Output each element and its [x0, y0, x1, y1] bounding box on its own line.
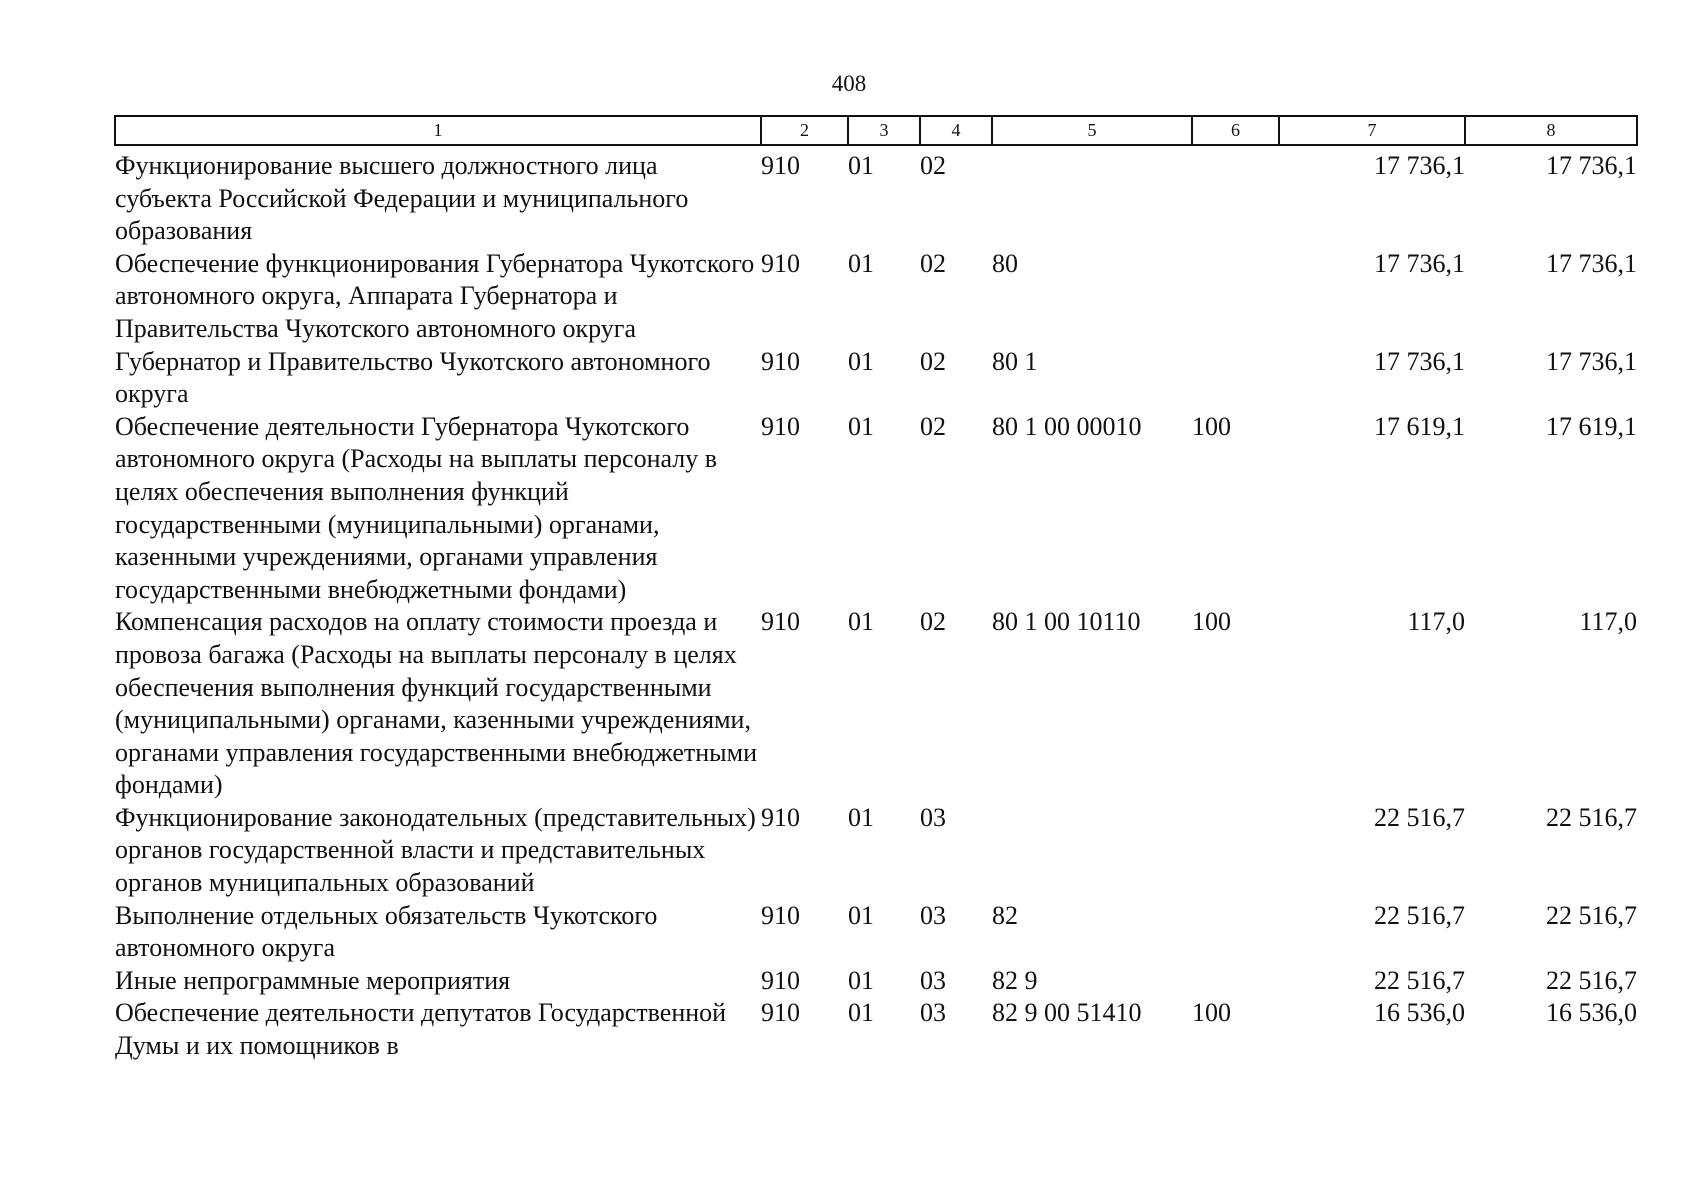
row-expense-type: [1192, 145, 1279, 248]
header-cell-5: 5: [992, 116, 1192, 145]
row-section-code: 01: [848, 607, 874, 637]
row-expense-type: [1192, 900, 1279, 965]
row-target-code: 80: [992, 248, 1018, 278]
row-subsection-code: 02: [920, 346, 946, 376]
row-name: Функционирование законодательных (представительных) органов государственной власти и представительных органов муниципальных образований: [115, 802, 756, 898]
row-section-code: 01: [848, 151, 874, 180]
row-amount-1: 17 736,1: [1374, 248, 1465, 278]
row-amount-1: 17 736,1: [1374, 151, 1465, 180]
row-subsection-code: 03: [920, 900, 946, 930]
row-subsection-code: 02: [920, 151, 946, 180]
row-name: Губернатор и Правительство Чукотского автономного округа: [115, 346, 711, 409]
page-number: 408: [831, 71, 867, 96]
row-section-code: 01: [848, 248, 874, 278]
row-name: Функционирование высшего должностного лица субъекта Российской Федерации и муниципального образования: [115, 151, 689, 246]
row-amount-2: 22 516,7: [1546, 900, 1637, 930]
row-amount-1: 22 516,7: [1374, 965, 1465, 995]
header-cell-7: 7: [1279, 116, 1465, 145]
row-amount-1: 17 736,1: [1374, 346, 1465, 376]
row-target-code: [992, 802, 1192, 900]
row-ministry-code: 910: [761, 998, 800, 1028]
row-subsection-code: 03: [920, 802, 946, 832]
row-section-code: 01: [848, 411, 874, 441]
table-row: [115, 145, 1637, 248]
table-row: [115, 346, 1637, 411]
row-amount-1: 22 516,7: [1374, 900, 1465, 930]
table-row: [115, 248, 1637, 346]
row-amount-2: 17 736,1: [1546, 346, 1637, 376]
row-target-code: 80 1: [992, 346, 1038, 376]
header-cell-8: 8: [1465, 116, 1637, 145]
row-target-code: 82 9 00 51410: [992, 998, 1142, 1028]
row-ministry-code: 910: [761, 802, 800, 832]
row-amount-2: 22 516,7: [1546, 802, 1637, 832]
row-name: Выполнение отдельных обязательств Чукотского автономного округа: [115, 900, 658, 963]
row-amount-2: 17 736,1: [1546, 151, 1637, 180]
row-target-code: 80 1 00 10110: [992, 607, 1141, 637]
row-expense-type: 100: [1192, 998, 1231, 1028]
row-subsection-code: 02: [920, 411, 946, 441]
row-expense-type: [1192, 346, 1279, 411]
table-row: [115, 965, 1637, 998]
row-subsection-code: 03: [920, 998, 946, 1028]
row-expense-type: [1192, 248, 1279, 346]
row-ministry-code: 910: [761, 346, 800, 376]
row-section-code: 01: [848, 965, 874, 995]
row-expense-type: [1192, 802, 1279, 900]
row-subsection-code: 03: [920, 965, 946, 995]
row-target-code: 82: [992, 900, 1018, 930]
row-target-code: 82 9: [992, 965, 1038, 995]
row-expense-type: 100: [1192, 607, 1231, 637]
row-ministry-code: 910: [761, 900, 800, 930]
row-section-code: 01: [848, 346, 874, 376]
row-amount-2: 22 516,7: [1546, 965, 1637, 995]
row-ministry-code: 910: [761, 411, 800, 441]
table-row: [115, 411, 1637, 607]
header-row: [115, 116, 1637, 145]
row-expense-type: 100: [1192, 411, 1231, 441]
row-amount-2: 16 536,0: [1546, 998, 1637, 1028]
row-amount-2: 117,0: [1579, 607, 1637, 637]
header-cell-2: 2: [761, 116, 848, 145]
header-cell-4: 4: [920, 116, 992, 145]
row-name: Обеспечение функционирования Губернатора Чукотского автономного округа, Аппарата Губернатора и Правительства Чукотского автономного округа: [115, 248, 755, 343]
row-name: Компенсация расходов на оплату стоимости проезда и провоза багажа (Расходы на выплаты персоналу в целях обеспечения выполнения функций государственными (муниципальными) органами, казенными учреждениями, органами управления государственными внебюджетными фондами): [115, 607, 758, 800]
row-section-code: 01: [848, 998, 874, 1028]
row-ministry-code: 910: [761, 965, 800, 995]
row-amount-2: 17 736,1: [1546, 248, 1637, 278]
header-cell-3: 3: [848, 116, 920, 145]
row-target-code: 80 1 00 00010: [992, 411, 1142, 441]
row-expense-type: [1192, 965, 1279, 998]
row-section-code: 01: [848, 802, 874, 832]
row-amount-1: 22 516,7: [1374, 802, 1465, 832]
row-name: Обеспечение деятельности Губернатора Чукотского автономного округа (Расходы на выплаты персоналу в целях обеспечения выполнения функций государственными (муниципальными) органами, казенными учреждениями, органами управления государственными внебюджетными фондами): [115, 411, 718, 604]
table-body: [115, 145, 1637, 1063]
table-row: [115, 606, 1637, 802]
budget-table: [114, 115, 1638, 1063]
table-row: [115, 900, 1637, 965]
row-section-code: 01: [848, 900, 874, 930]
row-amount-1: 117,0: [1407, 607, 1465, 637]
row-subsection-code: 02: [920, 248, 946, 278]
row-name: Обеспечение деятельности депутатов Государственной Думы и их помощников в: [115, 998, 727, 1061]
row-name: Иные непрограммные мероприятия: [115, 965, 511, 995]
row-ministry-code: 910: [761, 151, 800, 180]
row-subsection-code: 02: [920, 607, 946, 637]
header-cell-6: 6: [1192, 116, 1279, 145]
row-target-code: [992, 145, 1192, 248]
table-header: [115, 116, 1637, 145]
row-ministry-code: 910: [761, 607, 800, 637]
row-amount-1: 16 536,0: [1374, 998, 1465, 1028]
row-ministry-code: 910: [761, 248, 800, 278]
row-amount-1: 17 619,1: [1374, 411, 1465, 441]
table-row: [115, 802, 1637, 900]
header-cell-1: 1: [115, 116, 761, 145]
table-row: [115, 997, 1637, 1062]
row-amount-2: 17 619,1: [1546, 411, 1637, 441]
